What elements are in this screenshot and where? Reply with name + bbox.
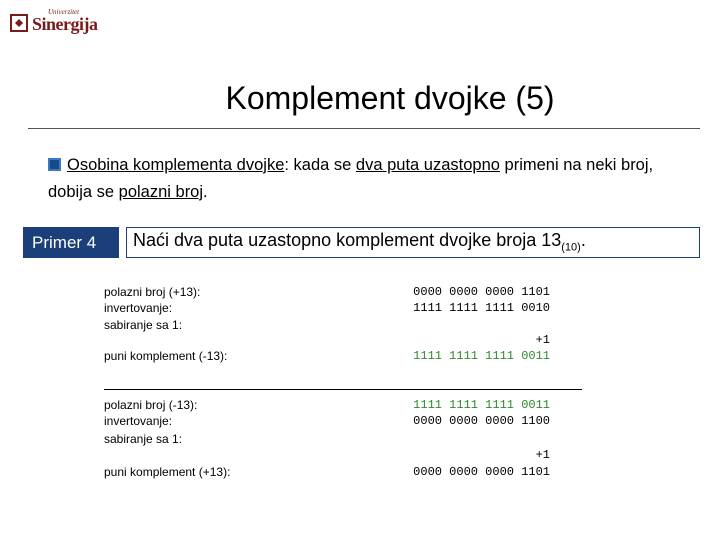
page-title: Komplement dvojke (5) <box>225 80 555 116</box>
calc2-label-add: sabiranje sa 1: <box>104 432 183 446</box>
logo-emblem-icon <box>10 14 28 32</box>
term-twice: dva puta uzastopno <box>355 156 500 174</box>
example-text <box>133 230 586 254</box>
calc1-result-value: 1111 1111 1111 0011 <box>413 349 550 363</box>
property-bullet <box>48 152 698 206</box>
calc2-plus-one: +1 <box>535 448 550 462</box>
calc1-inverted-value: 1111 1111 1111 0010 <box>413 301 550 315</box>
section-separator <box>104 389 582 390</box>
square-bullet-icon <box>48 158 61 171</box>
calc2-start-value: 1111 1111 1111 0011 <box>413 398 550 412</box>
term-original: polazni broj <box>118 183 204 201</box>
calc2-inverted-value: 0000 0000 0000 1100 <box>413 414 550 428</box>
logo-name: Sinergija <box>32 14 98 34</box>
calc1-label-add: sabiranje sa 1: <box>104 318 183 332</box>
calc1-plus-one: +1 <box>535 333 550 347</box>
example-statement: Naći dva puta uzastopno komplement dvojke broja 13 <box>133 230 562 250</box>
term-property: Osobina komplementa dvojke <box>67 156 285 174</box>
calc1-label-invert: invertovanje: <box>104 301 173 315</box>
example-base: (10) <box>561 241 581 254</box>
bullet-text-1: : kada se <box>284 156 356 174</box>
calc1-start-value: 0000 0000 0000 1101 <box>413 285 550 299</box>
calc2-result-value: 0000 0000 0000 1101 <box>413 465 550 479</box>
calc2-label-start: polazni broj (-13): <box>104 398 198 412</box>
example-suffix: . <box>580 230 586 250</box>
calc1-label-start: polazni broj (+13): <box>104 285 201 299</box>
example-label: Primer 4 <box>23 227 119 258</box>
bullet-end: . <box>203 183 208 201</box>
title-divider <box>28 128 700 129</box>
calc2-label-result: puni komplement (+13): <box>104 465 231 479</box>
university-logo <box>10 8 100 34</box>
calc1-label-result: puni komplement (-13): <box>104 349 228 363</box>
calc2-label-invert: invertovanje: <box>104 414 173 428</box>
logo-subtitle: Univerzitet <box>48 8 80 16</box>
bullet-text-2: primeni na neki broj, dobija se <box>48 156 654 201</box>
